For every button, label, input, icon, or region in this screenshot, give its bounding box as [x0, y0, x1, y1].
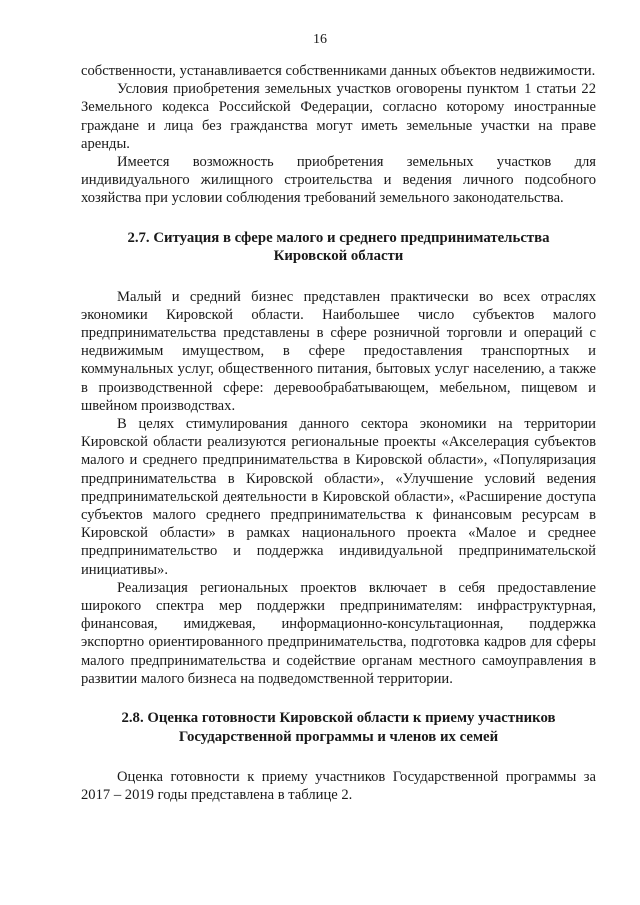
paragraph: собственности, устанавливается собственниками данных объектов недвижимости.: [81, 63, 596, 79]
section-title-line: 2.8. Оценка готовности Кировской области к приему участников: [121, 710, 556, 727]
page-number: 16: [313, 32, 327, 47]
paragraph: Малый и средний бизнес представлен практически во всех отраслях экономики Кировской области. Наибольшее число субъектов малого предпринимательства представлены в сфере розничной торговли и операций с недвижимым имуществом, в сфере предоставления транспортных и коммунальных услуг, общественного питания, бытовых услуг населению, а также в производственной сфере: деревообрабатывающем, мебельном, пищевом и швейном производствах.: [81, 288, 596, 414]
paragraph: Имеется возможность приобретения земельных участков для индивидуального жилищного строительства и ведения личного подсобного хозяйства при условии соблюдения требований земельного законодательства.: [81, 154, 596, 207]
paragraph: Условия приобретения земельных участков оговорены пунктом 1 статьи 22 Земельного кодекса Российской Федерации, согласно которому иностранные граждане и лица без гражданства могут иметь земельные участки на праве аренды.: [81, 81, 596, 152]
section-heading-2-8: [81, 709, 596, 746]
paragraph: Оценка готовности к приему участников Государственной программы за 2017 – 2019 годы представлена в таблице 2.: [81, 769, 596, 804]
section-title-line: 2.7. Ситуация в сфере малого и среднего предпринимательства: [127, 229, 550, 246]
paragraph: Реализация региональных проектов включает в себя предоставление широкого спектра мер поддержки предпринимателям: инфраструктурная, финансовая, имиджевая, информационно-консультационная, поддержка экспортно ориентированного предпринимательства, подготовка кадров для сферы малого предпринимательства и содействие органам местного самоуправления в развитии малого бизнеса на подведомственной территории.: [81, 579, 596, 687]
section-heading-2-7: [81, 229, 596, 266]
section-title-line: Государственной программы и членов их семей: [178, 728, 499, 745]
document-body: [81, 62, 596, 805]
paragraph: В целях стимулирования данного сектора экономики на территории Кировской области реализуются региональные проекты «Акселерация субъектов малого и среднего предпринимательства в Кировской области», «Популяризация предпринимательства в Кировской области», «Улучшение условий ведения предпринимательской деятельности в Кировской области», «Расширение доступа субъектов малого среднего предпринимательства к финансовым ресурсам в Кировской области» в рамках национального проекта «Малое и среднее предпринимательство и поддержка индивидуальной предпринимательской инициативы».: [81, 416, 596, 578]
section-title-line: Кировской области: [273, 248, 404, 265]
